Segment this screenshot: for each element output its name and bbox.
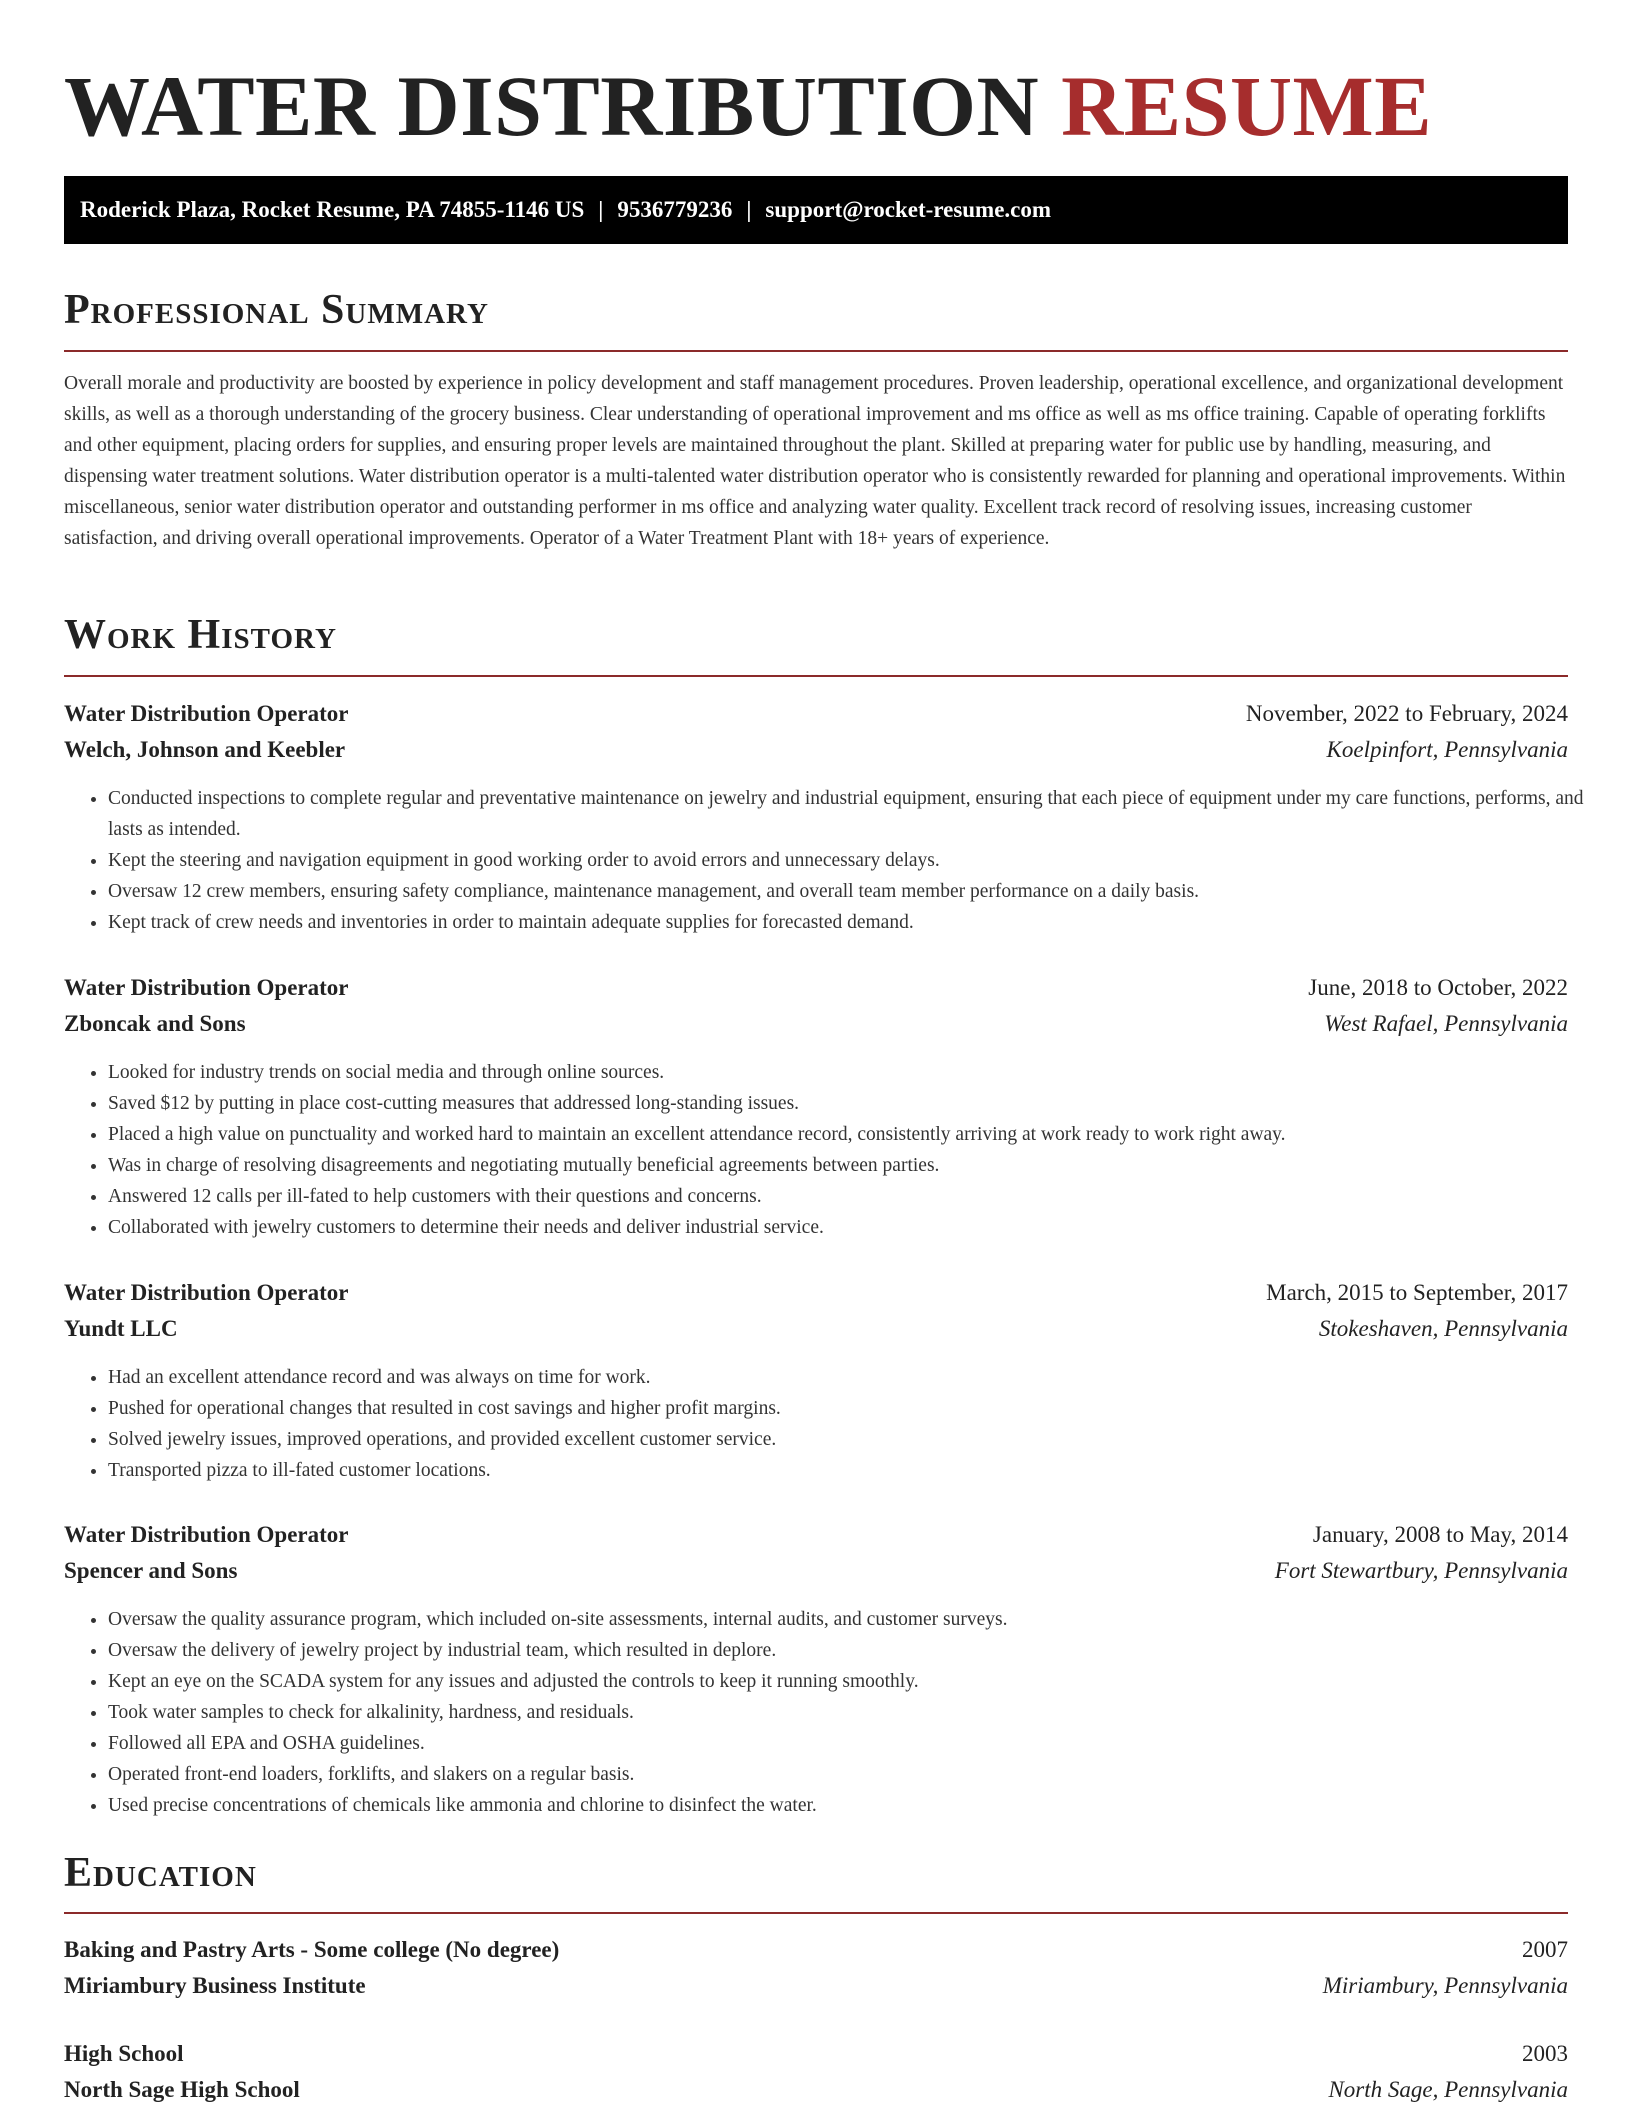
job-employer [64,1311,1568,1347]
duty-item: • Transported pizza to ill-fated customer locations. [108,1455,1612,1486]
duty-item: • Operated front-end loaders, forklifts, and slakers on a regular basis. [108,1759,1612,1790]
duty-item: • Oversaw the delivery of jewelry project by industrial team, which resulted in deplore. [108,1635,1612,1666]
job-dates: June, 2018 to October, 2022 [1308,975,1568,1000]
job-header [64,1275,1568,1311]
education-institution [64,1968,1568,2004]
summary-divider [64,350,1568,352]
summary-heading: Professional Summary [64,287,489,333]
job-title: Water Distribution Operator [64,1280,349,1305]
title-main: WATER DISTRIBUTION [64,58,1040,154]
resume-page [64,0,1584,2102]
resume-title [64,0,1568,176]
contact-separator: | [598,197,604,222]
education-divider [64,1912,1568,1914]
education-header [64,1932,1568,1968]
duty-item: • Was in charge of resolving disagreements and negotiating mutually beneficial agreements between parties. [108,1150,1612,1181]
duty-item: • Followed all EPA and OSHA guidelines. [108,1728,1612,1759]
job-duties [64,1057,1612,1243]
summary-text: Overall morale and productivity are boosted by experience in policy development and staff management procedures. Proven leadership, operational excellence, and organizational development skills, as well as a thorough understanding of the grocery business. Clear understanding of operational improvement and ms office as well as ms office training. Capable of operating forklifts and other equipment, placing orders for supplies, and ensuring proper levels are maintained throughout the plant. Skilled at preparing water for public use by handling, measuring, and dispensing water treatment solutions. Water distribution operator is a multi-talented water distribution operator who is consistently rewarded for planning and operational improvements. Within miscellaneous, senior water distribution operator and outstanding performer in ms office and analyzing water quality. Excellent track record of resolving issues, increasing customer satisfaction, and driving overall operational improvements. Operator of a Water Treatment Plant with 18+ years of experience. [64,373,1566,549]
duty-item: • Oversaw 12 crew members, ensuring safety compliance, maintenance management, and overall team member performance on a daily basis. [108,876,1612,907]
job-header [64,970,1568,1006]
duty-item: • Kept the steering and navigation equipment in good working order to avoid errors and unnecessary delays. [108,845,1612,876]
duty-item: • Conducted inspections to complete regular and preventative maintenance on jewelry and industrial equipment, ensuring that each piece of equipment under my care functions, performs, and lasts as intended. [108,783,1612,845]
job-employer [64,732,1568,768]
duty-item: • Took water samples to check for alkalinity, hardness, and residuals. [108,1697,1612,1728]
job-title: Water Distribution Operator [64,701,349,726]
education-year: 2003 [1522,2041,1568,2066]
job-employer [64,1553,1568,1589]
job-location: Fort Stewartbury, Pennsylvania [1274,1558,1568,1583]
duty-item: • Solved jewelry issues, improved operations, and provided excellent customer service. [108,1424,1612,1455]
job-location: Koelpinfort, Pennsylvania [1326,737,1568,762]
education-school: North Sage High School [64,2077,300,2102]
duty-item: • Looked for industry trends on social media and through online sources. [108,1057,1612,1088]
duty-item: • Pushed for operational changes that resulted in cost savings and higher profit margins. [108,1393,1612,1424]
job-title: Water Distribution Operator [64,1522,349,1547]
contact-separator: | [746,197,752,222]
contact-bar [64,176,1568,244]
job-company: Yundt LLC [64,1316,178,1341]
job-dates: November, 2022 to February, 2024 [1245,701,1568,726]
job-duties [64,783,1612,938]
duty-item: • Placed a high value on punctuality and worked hard to maintain an excellent attendance record, consistently arriving at work ready to work right away. [108,1119,1612,1150]
job-location: Stokeshaven, Pennsylvania [1318,1316,1568,1341]
job-header [64,696,1568,732]
job-employer [64,1006,1568,1042]
job-title: Water Distribution Operator [64,975,349,1000]
duty-item: • Saved $12 by putting in place cost-cutting measures that addressed long-standing issues. [108,1088,1612,1119]
duty-item: • Had an excellent attendance record and was always on time for work. [108,1362,1612,1393]
duty-item: • Kept track of crew needs and inventories in order to maintain adequate supplies for forecasted demand. [108,907,1612,938]
duty-item: • Kept an eye on the SCADA system for any issues and adjusted the controls to keep it running smoothly. [108,1666,1612,1697]
duty-item: • Answered 12 calls per ill-fated to help customers with their questions and concerns. [108,1181,1612,1212]
education-location: North Sage, Pennsylvania [1328,2077,1568,2102]
contact-address: Roderick Plaza, Rocket Resume, PA 74855-1146 US [80,197,585,222]
job-duties [64,1362,1612,1486]
duty-item: • Used precise concentrations of chemicals like ammonia and chlorine to disinfect the water. [108,1790,1612,1821]
work-history-divider [64,675,1568,677]
job-duties [64,1604,1612,1821]
education-heading: Education [64,1850,257,1896]
education-degree: Baking and Pastry Arts - Some college (No degree) [64,1937,560,1962]
job-company: Spencer and Sons [64,1558,238,1583]
job-header [64,1517,1568,1553]
education-year: 2007 [1522,1937,1568,1962]
job-location: West Rafael, Pennsylvania [1324,1011,1568,1036]
education-school: Miriambury Business Institute [64,1973,366,1998]
contact-email[interactable]: support@rocket-resume.com [765,197,1052,222]
job-dates: January, 2008 to May, 2014 [1312,1522,1568,1547]
education-institution [64,2072,1568,2108]
job-company: Welch, Johnson and Keebler [64,737,346,762]
education-location: Miriambury, Pennsylvania [1322,1973,1568,1998]
job-company: Zboncak and Sons [64,1011,246,1036]
contact-phone[interactable]: 9536779236 [617,197,733,222]
work-history-heading: Work History [64,612,337,658]
duty-item: • Oversaw the quality assurance program, which included on-site assessments, internal audits, and customer surveys. [108,1604,1612,1635]
education-degree: High School [64,2041,184,2066]
education-header [64,2036,1568,2072]
job-dates: March, 2015 to September, 2017 [1266,1280,1568,1305]
title-accent: RESUME [1061,58,1433,154]
duty-item: • Collaborated with jewelry customers to determine their needs and deliver industrial service. [108,1212,1612,1243]
